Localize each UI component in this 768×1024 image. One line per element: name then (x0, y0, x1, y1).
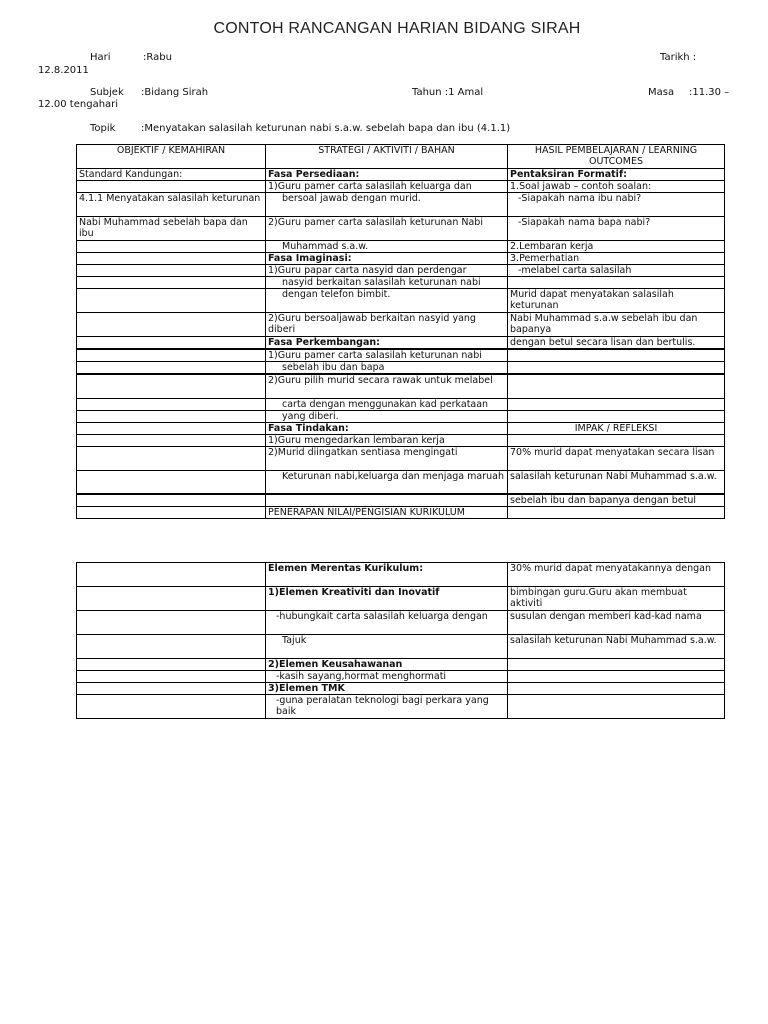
masa-continuation: 12.00 tengahari (38, 99, 119, 110)
table-cell (508, 695, 725, 719)
table-cell: 4.1.1 Menyatakan salasilah keturunan (77, 193, 266, 217)
table-cell (77, 349, 266, 362)
table-cell (508, 434, 725, 446)
table-cell (77, 313, 266, 337)
table-cell (77, 446, 266, 470)
table-row (77, 181, 725, 193)
tarikh-label: Tarikh : (660, 52, 697, 63)
header-objektif: OBJEKTIF / KEMAHIRAN (77, 145, 266, 169)
table-cell (508, 362, 725, 375)
table-cell (508, 277, 725, 289)
table-row (77, 563, 725, 587)
table-cell: yang diberi. (266, 410, 508, 422)
table-cell (508, 410, 725, 422)
table-row (77, 507, 725, 519)
table-cell: Fasa Tindakan: (266, 422, 508, 434)
table-cell: PENERAPAN NILAI/PENGISIAN KURIKULUM (266, 507, 508, 519)
table-cell: -Siapakah nama bapa nabi? (508, 217, 725, 241)
table-row (77, 683, 725, 695)
table-row (77, 446, 725, 470)
table-row (77, 611, 725, 635)
table-cell (77, 410, 266, 422)
table-cell (508, 683, 725, 695)
table-cell (77, 181, 266, 193)
table-row (77, 362, 725, 375)
tarikh-value: 12.8.2011 (38, 65, 89, 76)
table-cell: nasyid berkaitan salasilah keturunan nabi (266, 277, 508, 289)
table-row (77, 635, 725, 659)
table-cell: -kasih sayang,hormat menghormati (266, 671, 508, 683)
table-row (77, 398, 725, 410)
table-cell: Muhammad s.a.w. (266, 241, 508, 253)
kurikulum-table (76, 562, 725, 719)
table-cell: bersoal jawab dengan murid. (266, 193, 508, 217)
table-header-row (77, 145, 725, 169)
table-row (77, 671, 725, 683)
table-cell (77, 635, 266, 659)
table-cell (77, 611, 266, 635)
table-cell: 2.Lembaran kerja (508, 241, 725, 253)
table-cell (266, 494, 508, 507)
header-strategi: STRATEGI / AKTIVITI / BAHAN (266, 145, 508, 169)
table-row (77, 374, 725, 398)
table-cell (77, 695, 266, 719)
table-cell: Keturunan nabi,keluarga dan menjaga maruah (266, 470, 508, 494)
table-cell: salasilah keturunan Nabi Muhammad s.a.w. (508, 635, 725, 659)
table-cell (508, 398, 725, 410)
masa-value: :11.30 – (689, 87, 730, 98)
table-row (77, 422, 725, 434)
topik-label: Topik (90, 123, 116, 134)
table-cell: Pentaksiran Formatif: (508, 169, 725, 181)
table-cell: -hubungkait carta salasilah keluarga dengan (266, 611, 508, 635)
table-cell (77, 422, 266, 434)
table-row (77, 253, 725, 265)
hari-value: :Rabu (143, 52, 172, 63)
table-cell: Nabi Muhammad sebelah bapa dan ibu (77, 217, 266, 241)
table-row (77, 494, 725, 507)
table-row (77, 659, 725, 671)
table-cell: salasilah keturunan Nabi Muhammad s.a.w. (508, 470, 725, 494)
table-cell (77, 362, 266, 375)
table-cell: -melabel carta salasilah (508, 265, 725, 277)
table-cell: 2)Elemen Keusahawanan (266, 659, 508, 671)
topik-value: :Menyatakan salasilah keturunan nabi s.a.w. sebelah bapa dan ibu (4.1.1) (141, 123, 511, 134)
lesson-plan-table (76, 144, 725, 519)
header-hasil: HASIL PEMBELAJARAN / LEARNING OUTCOMES (508, 145, 725, 169)
table-cell: -Siapakah nama ibu nabi? (508, 193, 725, 217)
table-cell: 2)Guru bersoaljawab berkaitan nasyid yang diberi (266, 313, 508, 337)
table-row (77, 313, 725, 337)
table-cell (508, 671, 725, 683)
table-cell (77, 683, 266, 695)
table-cell: sebelah ibu dan bapanya dengan betul (508, 494, 725, 507)
table-row (77, 217, 725, 241)
table-row (77, 410, 725, 422)
table-cell: 1)Guru pamer carta salasilah keluarga dan (266, 181, 508, 193)
table-cell: 2)Murid diingatkan sentiasa mengingati (266, 446, 508, 470)
table-cell (77, 374, 266, 398)
table-cell: 1)Guru papar carta nasyid dan perdengar (266, 265, 508, 277)
table-row (77, 241, 725, 253)
table-cell (508, 659, 725, 671)
table-row (77, 193, 725, 217)
subjek-label: Subjek (90, 87, 124, 98)
table-row (77, 289, 725, 313)
table-cell: 2)Guru pamer carta salasilah keturunan Nabi (266, 217, 508, 241)
table-cell: 70% murid dapat menyatakan secara lisan (508, 446, 725, 470)
table-cell: 1)Guru pamer carta salasilah keturunan nabi (266, 349, 508, 362)
table-row (77, 695, 725, 719)
table-cell: Fasa Persediaan: (266, 169, 508, 181)
table-cell: Nabi Muhammad s.a.w sebelah ibu dan bapanya (508, 313, 725, 337)
table-cell (77, 398, 266, 410)
tahun-text: Tahun :1 Amal (412, 87, 484, 98)
table-cell: susulan dengan memberi kad-kad nama (508, 611, 725, 635)
table-row (77, 169, 725, 181)
table-cell (77, 470, 266, 494)
table-cell: dengan telefon bimbit. (266, 289, 508, 313)
table-row (77, 470, 725, 494)
table-cell: -guna peralatan teknologi bagi perkara yang baik (266, 695, 508, 719)
table-row (77, 587, 725, 611)
table-cell: Elemen Merentas Kurikulum: (266, 563, 508, 587)
table-cell: 3.Pemerhatian (508, 253, 725, 265)
table-cell (77, 659, 266, 671)
table-cell: bimbingan guru.Guru akan membuat aktiviti (508, 587, 725, 611)
table-cell: 1)Elemen Kreativiti dan Inovatif (266, 587, 508, 611)
table-cell (508, 374, 725, 398)
table-cell: Fasa Imaginasi: (266, 253, 508, 265)
table-cell: 1)Guru mengedarkan lembaran kerja (266, 434, 508, 446)
document-title: CONTOH RANCANGAN HARIAN BIDANG SIRAH (213, 20, 581, 37)
table-cell: Standard Kandungan: (77, 169, 266, 181)
hari-label: Hari (90, 52, 111, 63)
table-cell: Murid dapat menyatakan salasilah keturunan (508, 289, 725, 313)
table-cell (77, 587, 266, 611)
table-cell: dengan betul secara lisan dan bertulis. (508, 337, 725, 350)
table-cell (77, 563, 266, 587)
subjek-value: :Bidang Sirah (141, 87, 209, 98)
table-cell: sebelah ibu dan bapa (266, 362, 508, 375)
table-cell: Tajuk (266, 635, 508, 659)
table-cell: 2)Guru pilih murid secara rawak untuk melabel (266, 374, 508, 398)
table-cell: 1.Soal jawab – contoh soalan: (508, 181, 725, 193)
table-row (77, 337, 725, 350)
table-cell (77, 241, 266, 253)
table-cell: 30% murid dapat menyatakannya dengan (508, 563, 725, 587)
table-cell (77, 494, 266, 507)
masa-label: Masa (648, 87, 675, 98)
table-cell: carta dengan menggunakan kad perkataan (266, 398, 508, 410)
table-cell (508, 507, 725, 519)
table-cell (77, 277, 266, 289)
table-row (77, 434, 725, 446)
table-row (77, 277, 725, 289)
table-cell (77, 289, 266, 313)
table-cell (77, 507, 266, 519)
table-cell (77, 671, 266, 683)
table-cell: IMPAK / REFLEKSI (508, 422, 725, 434)
table-cell (508, 349, 725, 362)
table-cell: 3)Elemen TMK (266, 683, 508, 695)
table-cell: Fasa Perkembangan: (266, 337, 508, 350)
table-row (77, 265, 725, 277)
table-cell (77, 265, 266, 277)
table-cell (77, 253, 266, 265)
table-cell (77, 434, 266, 446)
table-cell (77, 337, 266, 350)
table-row (77, 349, 725, 362)
